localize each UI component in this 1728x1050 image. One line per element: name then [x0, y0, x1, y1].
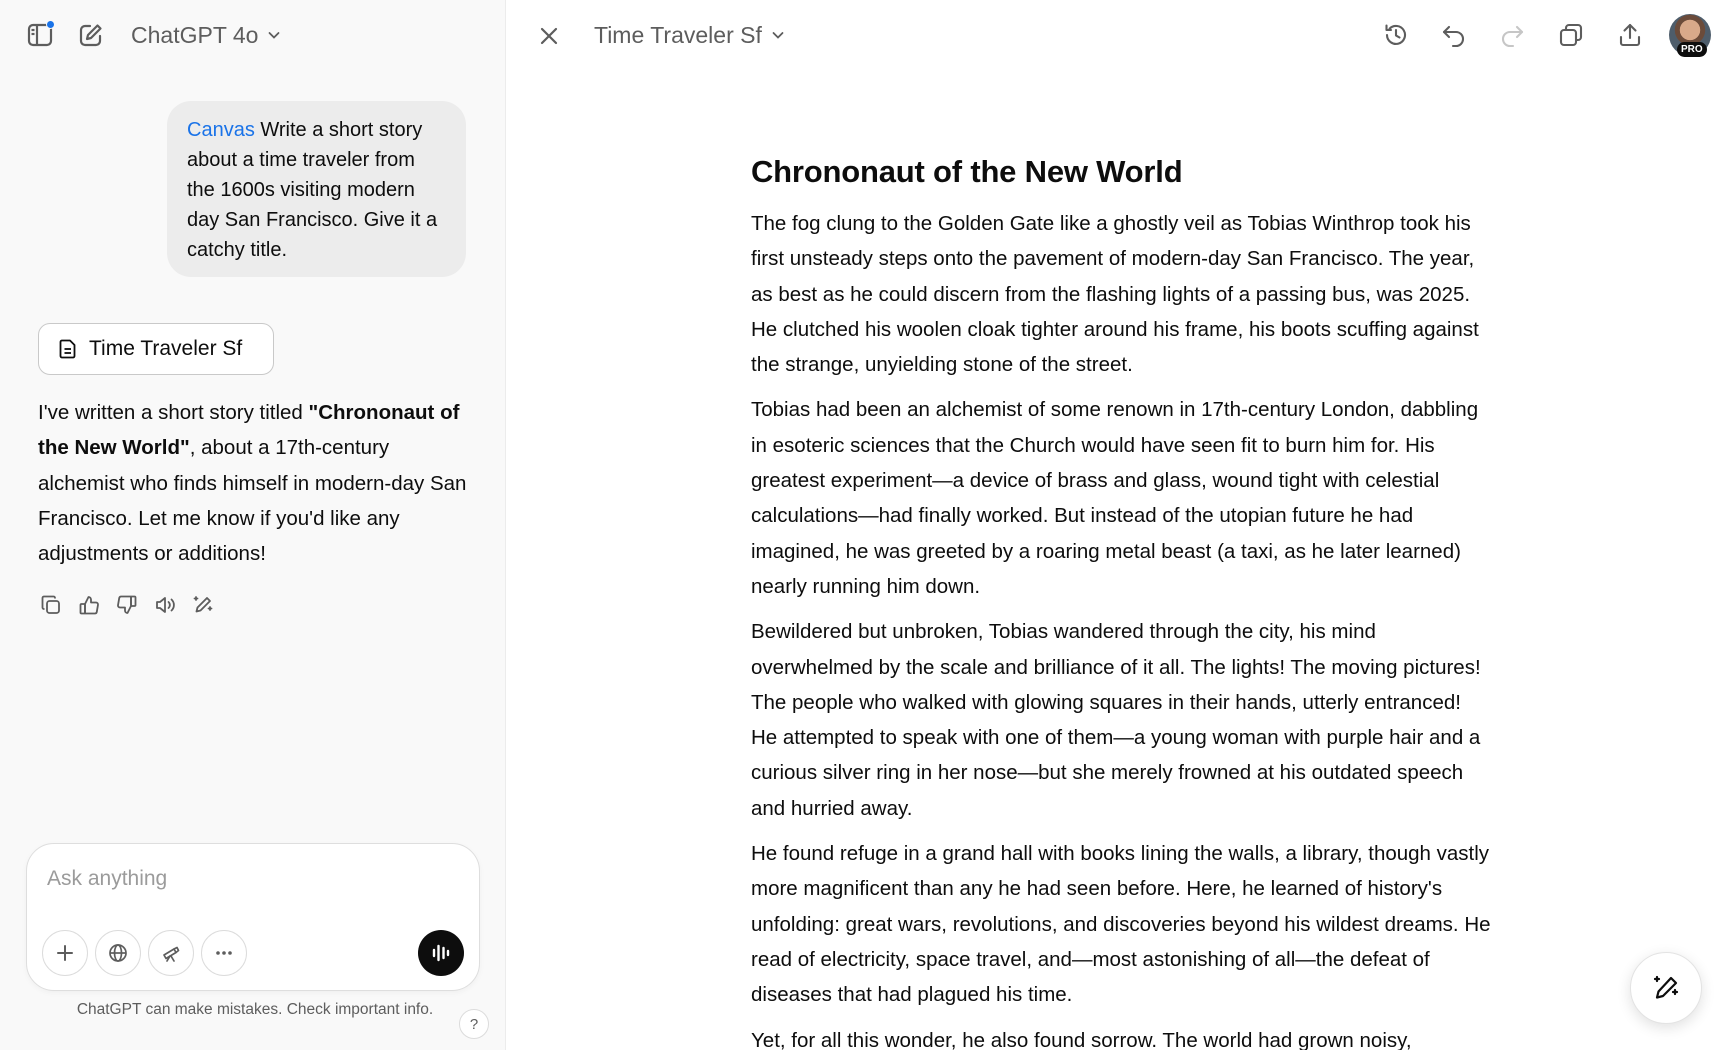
telescope-icon [161, 943, 181, 963]
assistant-text-1: I've written a short story titled [38, 401, 309, 424]
doc-title-selector[interactable] [594, 18, 786, 52]
close-canvas-button[interactable] [531, 18, 567, 54]
story-paragraph: Tobias had been an alchemist of some renown in 17th-century London, dabbling in esoteric sciences that the Church would have seen fit to burn him for. His greatest experiment—a device of brass and glass, wound tight with celestial calculations—had finally worked. But instead of the utopian future he had imagined, he was greeted by a roaring metal beast (a taxi, as he later learned) nearly running him down. [751, 398, 1479, 598]
assistant-text-bold: "Chrononaut of the New World" [38, 401, 460, 460]
story-document[interactable] [751, 150, 1491, 1050]
research-button[interactable] [148, 930, 194, 976]
magic-pen-icon [192, 594, 214, 616]
model-selector[interactable] [131, 18, 282, 52]
chat-panel [0, 0, 506, 1050]
edit-suggestions-button[interactable] [1630, 952, 1702, 1024]
canvas-doc-chip[interactable] [38, 323, 274, 375]
thumbs-up-icon [78, 594, 100, 616]
read-aloud-button[interactable] [152, 592, 178, 618]
globe-icon [108, 943, 128, 963]
doc-chip-label: Time Traveler Sf [89, 337, 243, 360]
pro-badge: PRO [1677, 42, 1707, 57]
user-message-text: Write a short story about a time traveler from the 1600s visiting modern day San Francisco. Give it a catchy title. [187, 119, 438, 261]
speaker-icon [154, 594, 176, 616]
model-label: ChatGPT 4o [131, 21, 259, 48]
edit-icon [77, 21, 105, 49]
web-search-button[interactable] [95, 930, 141, 976]
story-paragraph: He found refuge in a grand hall with books lining the walls, a library, though vastly more magnificent than any he had seen before. Here, he learned of history's unfolding: great wars, revolutions, and discoveries beyond his wildest dreams. He read of electricity, space travel, and—most astonishing of all—the defeat of diseases that had plagued his time. [751, 842, 1491, 1007]
disclaimer: ChatGPT can make mistakes. Check important info. [76, 1001, 434, 1018]
story-paragraph: Yet, for all this wonder, he also found sorrow. The world had grown noisy, [751, 1028, 1412, 1050]
chevron-down-icon [266, 27, 282, 43]
waveform-icon [429, 941, 453, 965]
more-tools-button[interactable] [201, 930, 247, 976]
help-button[interactable]: ? [459, 1009, 489, 1039]
assistant-text-2: , about a 17th-century alchemist who finds himself in modern-day San Francisco. Let me know if you'd like any adjustments or additions! [38, 436, 467, 566]
redo-button[interactable] [1493, 16, 1531, 54]
share-icon [1616, 21, 1644, 49]
canvas-panel [507, 0, 1728, 1050]
copy-icon [1557, 21, 1585, 49]
sidebar-toggle-button[interactable] [22, 17, 58, 53]
copy-icon [40, 594, 62, 616]
share-button[interactable] [1611, 16, 1649, 54]
notification-dot [46, 20, 55, 29]
chevron-down-icon [770, 27, 786, 43]
new-chat-button[interactable] [73, 17, 109, 53]
story-title: Chrononaut of the New World [751, 154, 1183, 189]
story-paragraph: Bewildered but unbroken, Tobias wandered through the city, his mind overwhelmed by the scale and brilliance of it all. The lights! The moving pictures! The people who walked with glowing squares in their hands, utterly entranced! He attempted to speak with one of them—a young woman with purple hair and a curious silver ring in her nose—but she merely frowned at his outdated speech and hurried away. [751, 620, 1481, 820]
redo-icon [1498, 21, 1526, 49]
more-icon [214, 943, 234, 963]
user-message [167, 101, 466, 277]
voice-mode-button[interactable] [418, 930, 464, 976]
doc-title: Time Traveler Sf [594, 21, 762, 48]
attach-button[interactable] [42, 930, 88, 976]
thumbs-down-icon [116, 594, 138, 616]
version-history-button[interactable] [1377, 16, 1415, 54]
undo-icon [1440, 21, 1468, 49]
thumbs-down-button[interactable] [114, 592, 140, 618]
magic-pen-icon [1651, 973, 1681, 1003]
composer [26, 843, 480, 991]
copy-document-button[interactable] [1552, 16, 1590, 54]
edit-in-canvas-button[interactable] [190, 592, 216, 618]
canvas-tag: Canvas [187, 119, 255, 141]
history-icon [1382, 21, 1410, 49]
copy-button[interactable] [38, 592, 64, 618]
message-actions [38, 592, 216, 618]
plus-icon [55, 943, 75, 963]
chat-input[interactable] [47, 860, 447, 898]
undo-button[interactable] [1435, 16, 1473, 54]
story-paragraph: The fog clung to the Golden Gate like a ghostly veil as Tobias Winthrop took his first unsteady steps onto the pavement of modern-day San Francisco. The year, as best as he could discern from the flashing lights of a passing bus, was 2025. He clutched his woolen cloak tighter around his frame, his boots scuffing against the strange, unyielding stone of the street. [751, 212, 1479, 377]
assistant-message [38, 395, 478, 571]
chat-header [0, 0, 506, 70]
close-icon [537, 24, 561, 48]
thumbs-up-button[interactable] [76, 592, 102, 618]
document-icon [59, 339, 77, 359]
